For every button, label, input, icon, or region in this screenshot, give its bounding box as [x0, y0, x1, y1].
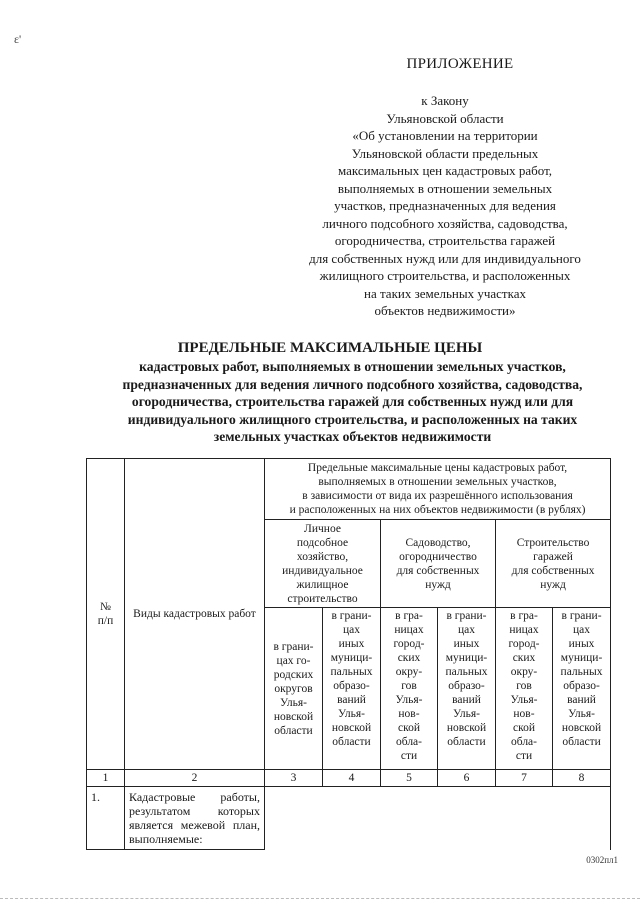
- leaf-line: округов: [274, 682, 313, 695]
- subgroup-line: нужд: [540, 578, 566, 591]
- subgroup-line: строительство: [287, 592, 358, 605]
- leaf-line: иных: [568, 638, 595, 650]
- leaf-line: в грани-: [446, 610, 487, 622]
- page-edge-divider: [0, 898, 640, 899]
- header-number-cell: [87, 459, 125, 770]
- leaf-line: в грани-: [331, 610, 372, 622]
- row-number: 1.: [87, 787, 125, 850]
- subgroup-line: индивидуальное: [282, 564, 363, 577]
- leaf-line: ской: [512, 722, 535, 734]
- price-table: [86, 458, 611, 850]
- group-header-line: в зависимости от вида их разрешённого использования: [302, 490, 573, 502]
- subgroup-line: нужд: [425, 578, 451, 591]
- column-number: 1: [87, 770, 125, 787]
- subgroup-line: для собственных: [396, 564, 480, 577]
- leaf-line: области: [562, 736, 601, 748]
- law-ref-line: участков, предназначенных для ведения: [334, 198, 556, 213]
- leaf-line: ваний: [452, 694, 481, 706]
- leaf-line: окру-: [395, 666, 423, 678]
- group-header-line: Предельные максимальные цены кадастровых работ,: [307, 462, 568, 474]
- law-ref-line: огородничества, строительства гаражей: [334, 233, 556, 248]
- subgroup-line: Личное: [304, 522, 341, 535]
- law-ref-line: выполняемых в отношении земельных: [337, 180, 553, 196]
- subgroup-private-housing: [265, 520, 381, 608]
- subtitle-line: индивидуального жилищного строительства, и расположенных на таких: [127, 411, 578, 427]
- leaf-line: цах го-: [276, 654, 311, 667]
- leaf-line: новской: [561, 722, 602, 734]
- leaf-line: образо-: [563, 680, 600, 692]
- leaf-line: родских: [273, 668, 314, 681]
- subtitle-line: огородничества, строительства гаражей для собственных нужд или для: [131, 394, 574, 409]
- column-number: 3: [265, 770, 323, 787]
- column-number: 6: [438, 770, 496, 787]
- leaf-line: обла-: [511, 736, 537, 748]
- leaf-line: Улья-: [510, 694, 538, 706]
- leaf-line: нов-: [398, 708, 420, 720]
- header-work-types: [125, 459, 265, 770]
- law-ref-line: на таких земельных участках: [363, 285, 527, 301]
- subgroup-line: для собственных: [511, 564, 595, 577]
- subgroup-line: жилищное: [296, 578, 349, 591]
- column-number: 4: [323, 770, 381, 787]
- document-subtitle: [80, 358, 625, 446]
- subgroup-line: огородничество: [399, 550, 477, 563]
- leaf-header-municipal: [438, 608, 496, 770]
- leaf-line: Улья-: [453, 708, 480, 720]
- leaf-header-municipal: [323, 608, 381, 770]
- leaf-line: области: [332, 736, 371, 748]
- header-work-types-text: Виды кадастровых работ: [133, 608, 256, 620]
- law-ref-line: жилищного строительства, и расположенных: [319, 268, 571, 283]
- leaf-line: новской: [331, 722, 372, 734]
- leaf-line: окру-: [510, 666, 538, 678]
- column-number: 2: [125, 770, 265, 787]
- leaf-line: гов: [401, 680, 417, 692]
- subgroup-line: гаражей: [533, 550, 573, 563]
- subgroup-garages: [496, 520, 611, 608]
- leaf-line: области: [447, 736, 486, 748]
- leaf-line: ских: [397, 652, 421, 664]
- leaf-line: ницах: [394, 624, 424, 636]
- law-ref-line: «Об установлении на территории: [352, 128, 538, 143]
- leaf-line: ваний: [337, 694, 366, 706]
- leaf-line: город-: [393, 638, 425, 650]
- law-reference: [290, 92, 600, 320]
- law-ref-line: к Закону: [421, 93, 469, 108]
- scan-mark: ɛ': [14, 32, 22, 46]
- leaf-line: иных: [338, 638, 365, 650]
- leaf-line: новской: [446, 722, 487, 734]
- leaf-header-urban: [381, 608, 438, 770]
- leaf-line: в гра-: [395, 610, 423, 622]
- leaf-line: пальных: [445, 666, 488, 678]
- leaf-line: цах: [457, 624, 475, 636]
- group-header-line: выполняемых в отношении земельных участков,: [318, 476, 557, 488]
- subgroup-line: Строительство: [516, 536, 590, 549]
- leaf-line: в гра-: [510, 610, 538, 622]
- subgroup-gardening: [381, 520, 496, 608]
- header-price-group: [265, 459, 611, 520]
- law-ref-line: максимальных цен кадастровых работ,: [337, 163, 553, 178]
- leaf-header-urban: [265, 608, 323, 770]
- leaf-line: образо-: [448, 680, 485, 692]
- empty-price-area: [265, 787, 611, 850]
- law-ref-line: Ульяновской области предельных: [351, 145, 539, 161]
- appendix-title: ПРИЛОЖЕНИЕ: [406, 56, 514, 72]
- leaf-line: сти: [515, 750, 533, 762]
- leaf-line: ваний: [567, 694, 596, 706]
- leaf-line: Улья-: [395, 694, 423, 706]
- leaf-header-municipal: [553, 608, 611, 770]
- law-ref-line: Ульяновской области: [386, 110, 504, 126]
- leaf-line: Улья-: [338, 708, 365, 720]
- leaf-line: ских: [512, 652, 536, 664]
- column-number: 8: [553, 770, 611, 787]
- header-number-line: п/п: [97, 615, 114, 627]
- column-number: 7: [496, 770, 553, 787]
- subgroup-line: хозяйство,: [296, 550, 349, 563]
- document-title: ПРЕДЕЛЬНЫЕ МАКСИМАЛЬНЫЕ ЦЕНЫ: [177, 340, 483, 356]
- leaf-line: гов: [516, 680, 532, 692]
- row-work-type: Кадастровые работы, результатом которых является межевой план, выполняемые:: [125, 787, 265, 850]
- subtitle-line: земельных участках объектов недвижимости: [213, 429, 492, 444]
- leaf-line: нов-: [513, 708, 535, 720]
- leaf-line: Улья-: [280, 696, 307, 709]
- leaf-line: муници-: [330, 652, 373, 664]
- subtitle-line: предназначенных для ведения личного подсобного хозяйства, садоводства,: [122, 376, 583, 392]
- group-header-line: и расположенных на них объектов недвижимости (в рублях): [289, 504, 586, 516]
- footer-code: 0302пл1: [586, 855, 618, 865]
- leaf-line: муници-: [445, 652, 488, 664]
- leaf-line: области: [274, 724, 313, 737]
- leaf-line: новской: [273, 710, 314, 723]
- leaf-line: пальных: [560, 666, 603, 678]
- leaf-line: цах: [342, 624, 360, 636]
- leaf-line: город-: [508, 638, 540, 650]
- leaf-line: пальных: [330, 666, 373, 678]
- law-ref-line: для собственных нужд или для индивидуального: [309, 250, 581, 266]
- subgroup-line: подсобное: [296, 536, 349, 549]
- leaf-line: образо-: [333, 680, 370, 692]
- leaf-line: муници-: [560, 652, 603, 664]
- leaf-line: иных: [453, 638, 480, 650]
- leaf-line: Улья-: [568, 708, 596, 720]
- leaf-line: сти: [400, 750, 418, 762]
- law-ref-line: объектов недвижимости»: [374, 303, 516, 318]
- subtitle-line: кадастровых работ, выполняемых в отношении земельных участков,: [139, 359, 566, 374]
- subgroup-line: Садоводство,: [405, 536, 471, 549]
- law-ref-line: личного подсобного хозяйства, садоводства,: [322, 215, 568, 231]
- column-number: 5: [381, 770, 438, 787]
- leaf-line: цах: [573, 624, 591, 636]
- leaf-line: обла-: [396, 736, 422, 748]
- leaf-line: ницах: [509, 624, 539, 636]
- leaf-line: в грани-: [561, 610, 602, 622]
- leaf-header-urban: [496, 608, 553, 770]
- leaf-line: в грани-: [273, 640, 314, 653]
- leaf-line: ской: [397, 722, 420, 734]
- header-number-line: №: [100, 601, 111, 613]
